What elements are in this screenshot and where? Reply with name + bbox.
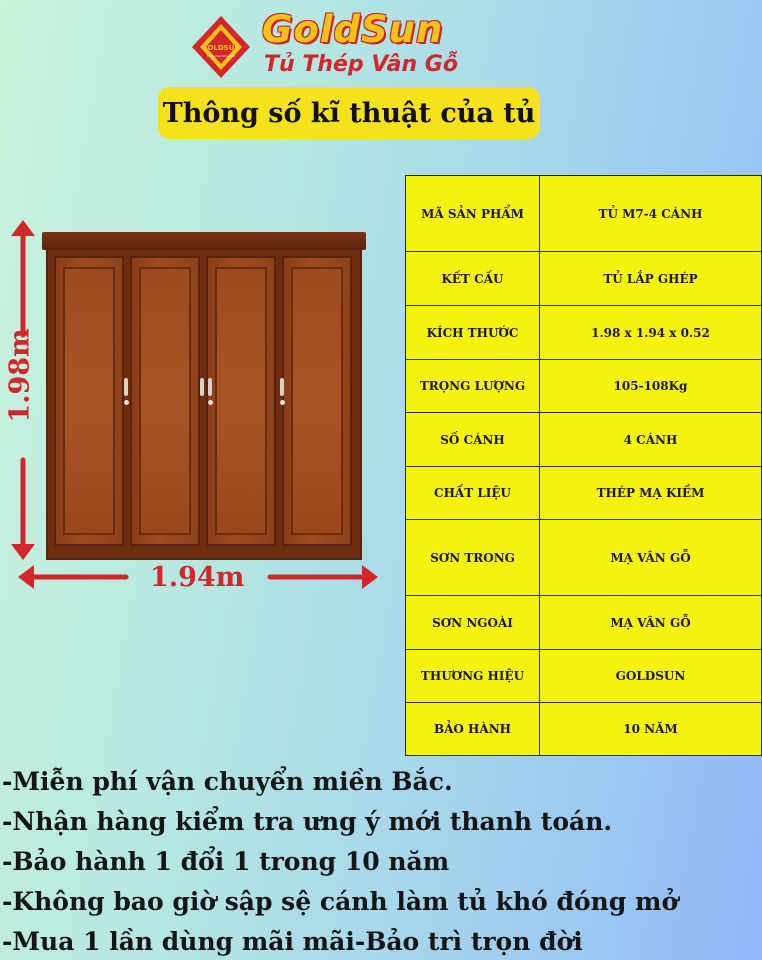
- spec-value: GOLDSUN: [540, 650, 762, 703]
- logo-badge-subtext: Thép mạ kẽm điện: [206, 54, 236, 58]
- spec-label: SỐ CÁNH: [406, 413, 540, 467]
- table-row: [406, 467, 762, 520]
- table-row: [406, 176, 762, 252]
- specs-table: [405, 175, 762, 756]
- spec-value: TỦ M7-4 CÁNH: [540, 176, 762, 252]
- spec-label: MÃ SẢN PHẨM: [406, 176, 540, 252]
- spec-value: 4 CÁNH: [540, 413, 762, 467]
- table-row: [406, 520, 762, 596]
- goldsun-logo-icon: [190, 14, 252, 80]
- table-row: [406, 413, 762, 467]
- table-row: [406, 650, 762, 703]
- benefit-item: -Mua 1 lần dùng mãi mãi-Bảo trì trọn đời: [2, 927, 583, 956]
- benefit-item: -Miễn phí vận chuyển miền Bắc.: [2, 767, 453, 796]
- cabinet-body: [46, 248, 362, 560]
- brand-tagline: Tủ Thép Vân Gỗ: [264, 52, 458, 77]
- door-lock-icon: [208, 400, 213, 405]
- benefits-list: [2, 764, 678, 960]
- door-1: [54, 256, 124, 546]
- spec-value: TỦ LẮP GHÉP: [540, 252, 762, 306]
- spec-label: KẾT CẤU: [406, 252, 540, 306]
- spec-value: 105-108Kg: [540, 360, 762, 413]
- spec-value: 10 NĂM: [540, 703, 762, 756]
- benefit-item: -Không bao giờ sập sệ cánh làm tủ khó đóng mở: [2, 887, 679, 916]
- benefit-item: -Nhận hàng kiểm tra ưng ý mới thanh toán.: [2, 807, 613, 836]
- wardrobe-illustration: [0, 210, 400, 593]
- table-row: [406, 703, 762, 756]
- spec-label: CHẤT LIỆU: [406, 467, 540, 520]
- door-3: [206, 256, 276, 546]
- table-row: [406, 596, 762, 650]
- brand-logo: [190, 10, 510, 82]
- door-handle: [280, 378, 284, 396]
- table-row: [406, 306, 762, 360]
- door-lock-icon: [280, 400, 285, 405]
- spec-label: KÍCH THƯỚC: [406, 306, 540, 360]
- door-4: [282, 256, 352, 546]
- width-label: 1.94m: [150, 562, 245, 593]
- spec-value: THÉP MẠ KIỀM: [540, 467, 762, 520]
- spec-label: BẢO HÀNH: [406, 703, 540, 756]
- door-handle: [200, 378, 204, 396]
- door-handle: [208, 378, 212, 396]
- door-2: [130, 256, 200, 546]
- spec-label: TRỌNG LƯỢNG: [406, 360, 540, 413]
- spec-label: THƯƠNG HIỆU: [406, 650, 540, 703]
- spec-value: MẠ VÂN GỖ: [540, 596, 762, 650]
- spec-label: SƠN TRONG: [406, 520, 540, 596]
- door-handle: [124, 378, 128, 396]
- spec-label: SƠN NGOÀI: [406, 596, 540, 650]
- page-title: Thông số kĩ thuật của tủ: [158, 87, 540, 139]
- door-lock-icon: [124, 400, 129, 405]
- brand-name: GoldSun: [262, 8, 444, 51]
- benefit-item: -Bảo hành 1 đổi 1 trong 10 năm: [2, 847, 450, 876]
- table-row: [406, 252, 762, 306]
- spec-value: 1.98 x 1.94 x 0.52: [540, 306, 762, 360]
- spec-value: MẠ VÂN GỖ: [540, 520, 762, 596]
- logo-badge-text: GOLDSUN: [201, 44, 241, 52]
- height-label: 1.98m: [4, 328, 36, 423]
- table-row: [406, 360, 762, 413]
